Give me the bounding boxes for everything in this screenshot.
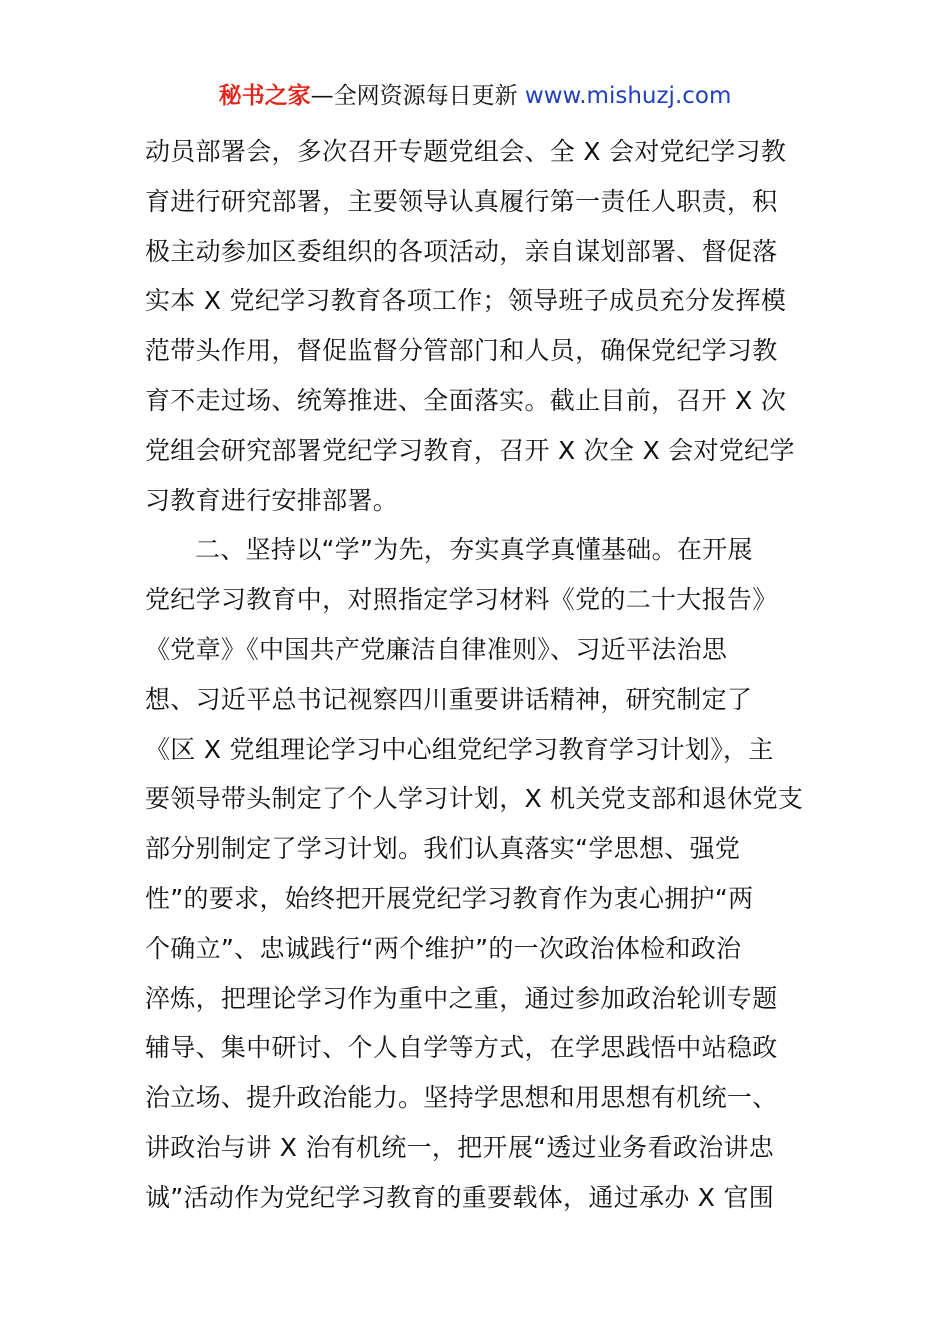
text-line: 性”的要求，始终把开展党纪学习教育作为衷心拥护“两 bbox=[145, 883, 754, 913]
text-line: 范带头作用，督促监督分管部门和人员，确保党纪学习教 bbox=[145, 336, 778, 366]
text-line: 要领导带头制定了个人学习计划，X 机关党支部和退休党支 bbox=[145, 784, 804, 814]
text-line: 极主动参加区委组织的各项活动，亲自谋划部署、督促落 bbox=[145, 236, 778, 266]
text-line: 党组会研究部署党纪学习教育，召开 X 次全 X 会对党纪学 bbox=[145, 435, 795, 465]
text-line: 动员部署会，多次召开专题党组会、全 X 会对党纪学习教 bbox=[145, 137, 787, 166]
text-line: 个确立”、忠诚践行“两个维护”的一次政治体检和政治 bbox=[145, 933, 742, 963]
site-url-link[interactable]: www.mishuzj.com bbox=[524, 83, 732, 109]
text-line: 辅导、集中研讨、个人自学等方式，在学思践悟中站稳政 bbox=[145, 1033, 778, 1063]
text-line: 育进行研究部署，主要领导认真履行第一责任人职责，积 bbox=[145, 186, 778, 216]
text-line: 讲政治与讲 X 治有机统一，把开展“透过业务看政治讲忠 bbox=[145, 1132, 775, 1162]
text-line: 习教育进行安排部署。 bbox=[145, 485, 399, 515]
text-line: 部分别制定了学习计划。我们认真落实“学思想、强党 bbox=[145, 834, 741, 864]
text-line: 淬炼，把理论学习作为重中之重，通过参加政治轮训专题 bbox=[145, 983, 778, 1013]
text-line: 党纪学习教育中，对照指定学习材料《党的二十大报告》 bbox=[145, 585, 778, 615]
text-line: 诚”活动作为党纪学习教育的重要载体，通过承办 X 官围 bbox=[145, 1182, 775, 1212]
text-line: 想、习近平总书记视察四川重要讲话精神，研究制定了 bbox=[145, 684, 753, 714]
page-header bbox=[0, 80, 950, 112]
text-line: 《区 X 党组理论学习中心组党纪学习教育学习计划》，主 bbox=[145, 734, 774, 764]
site-brand: 秘书之家 bbox=[218, 83, 311, 109]
text-line: 治立场、提升政治能力。坚持学思想和用思想有机统一、 bbox=[145, 1083, 778, 1113]
document-body bbox=[145, 127, 815, 1223]
site-tagline: —全网资源每日更新 bbox=[310, 83, 518, 109]
text-line: 实本 X 党纪学习教育各项工作；领导班子成员充分发挥模 bbox=[145, 286, 787, 316]
text-line: 育不走过场、统筹推进、全面落实。截止目前，召开 X 次 bbox=[145, 385, 787, 415]
section-heading-line: 二、坚持以“学”为先，夯实真学真懂基础。在开展 bbox=[195, 535, 753, 565]
text-line: 《党章》《中国共产党廉洁自律准则》、习近平法治思 bbox=[145, 634, 728, 664]
